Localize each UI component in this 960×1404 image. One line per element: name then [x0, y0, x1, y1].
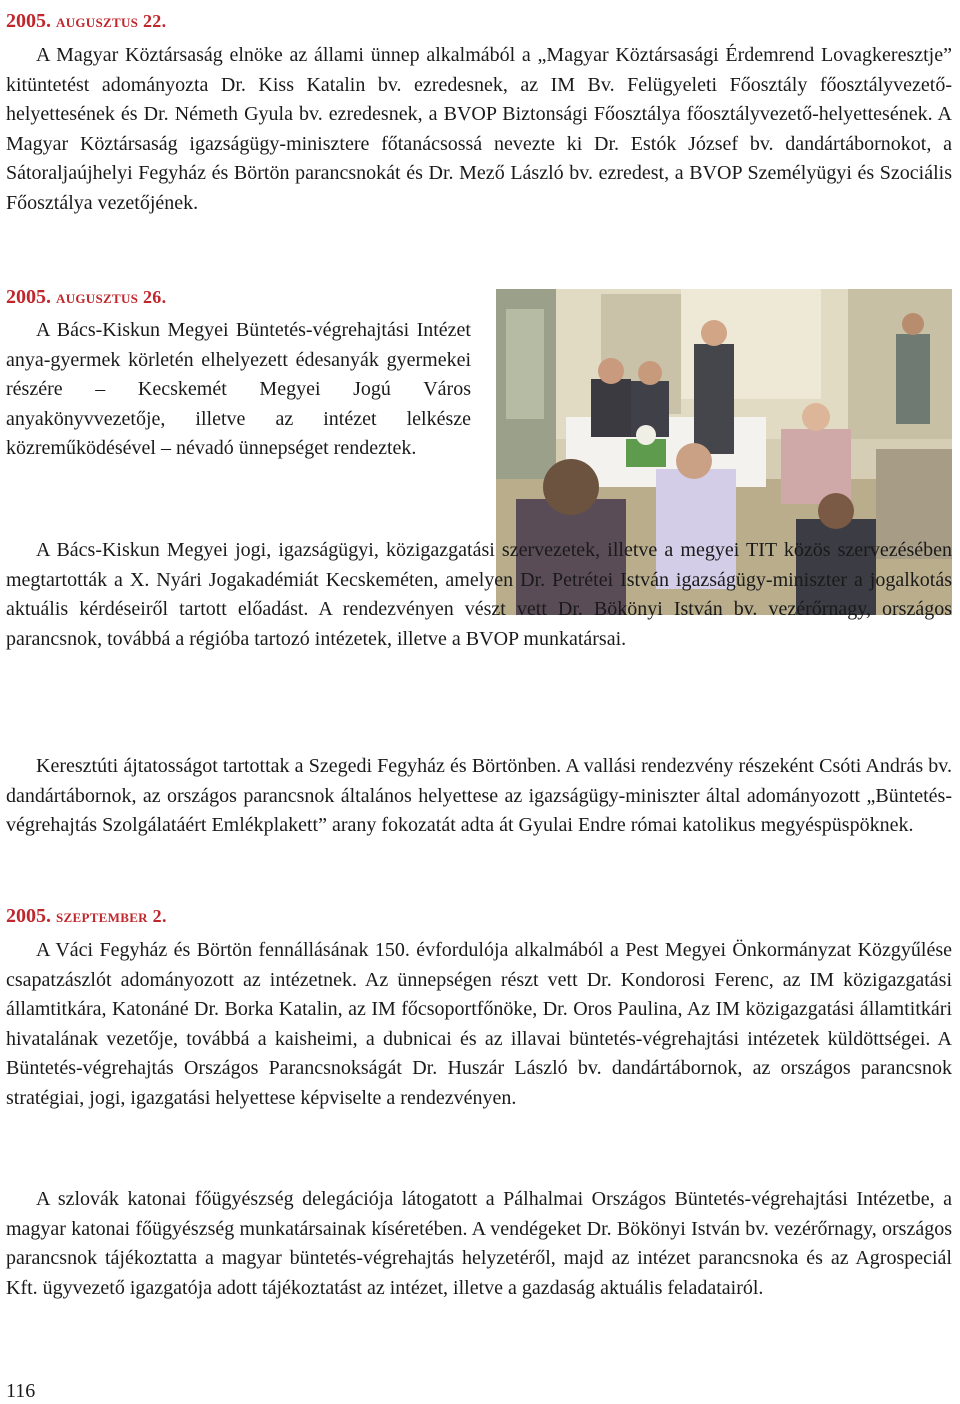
paragraph: A Váci Fegyház és Börtön fennállásának 150. évfordulója alkalmából a Pest Megyei Önkormányzat Közgyűlése csapatzászlót adományozott az intézetnek. Az ünnepségen részt vett Dr. Kondorosi Ferenc, az IM közigazgatási államtitkára, Katonáné Dr. Borka Katalin, az IM főcsoportfőnöke, Dr. Oros Paulina, Az IM közigazgatási államtitkári hivatalának vezetője, továbbá a kaisheimi, a dubnicai és az illavai büntetés-végrehajtási intézetek küldöttségei. A Büntetés-végrehajtás Országos Parancsnokságát Dr. Huszár László bv. dandártábornok, az országos parancsnok stratégiai, jogi, igazgatási helyettese képviselte a rendezvényen. [6, 939, 952, 1109]
paragraph: A szlovák katonai főügyészség delegációja látogatott a Pálhalmai Országos Büntetés-végrehajtási Intézetbe, a magyar katonai főügyészség munkatársainak kíséretében. A vendégeket Dr. Bökönyi István bv. vezérőrnagy, országos parancsnok tájékoztatta a magyar büntetés-végrehajtás helyzetéről, majd az intézet parancsnoka és az Agrospeciál Kft. ügyvezető igazgatója adott tájékoztatást az intézet, illetve a gazdaság aktuális feladatairól. [6, 1188, 952, 1299]
date-month: augusztus 22. [56, 11, 167, 31]
page-number: 116 [6, 1380, 36, 1402]
paragraph: A Bács-Kiskun Megyei jogi, igazságügyi, közigazgatási szervezetek, illetve a megyei TIT közös szervezésében megtartották a X. Nyári Jogakadémiát Kecskeméten, amelyen Dr. Petrétei István igazságügy-miniszter a jogalkotás aktuális kérdéseiről tartott előadást. A rendezvényen vészt vett Dr. Bökönyi István bv. vezérőrnagy, országos parancsnok, továbbá a régióba tartozó intézetek, illetve a BVOP munkatársai. [6, 539, 952, 650]
paragraph: A Bács-Kiskun Megyei Büntetés-végrehajtási Intézet anya-gyermek körletén elhelyezett édesanyák gyermekei részére – Kecskemét Megyei Jogú Város anyakönyvvezetője, illetve az intézet lelkésze közreműködésével – névadó ünnepséget rendeztek. [6, 319, 471, 460]
date-heading [6, 283, 166, 311]
date-heading [6, 902, 167, 930]
paragraph: A Magyar Köztársaság elnöke az állami ünnep alkalmából a „Magyar Köztársasági Érdemrend Lovagkeresztje” kitüntetést adományozta Dr. Kiss Katalin bv. ezredesnek, az IM Bv. Felügyeleti Főosztály főosztályvezető-helyettesének és Dr. Németh Gyula bv. ezredesnek, a BVOP Biztonsági Főosztálya főosztályvezető-helyettesének. A Magyar Köztársaság igazságügy-minisztere főtanácsossá nevezte ki Dr. Estók József bv. dandártábornokot, a Sátoraljaújhelyi Fegyház és Börtön parancsnokát és Dr. Mező László bv. ezredest, a BVOP Személyügyi és Szociális Főosztálya vezetőjének. [6, 44, 952, 214]
date-year: 2005. [6, 10, 51, 32]
date-heading [6, 7, 166, 35]
date-year: 2005. [6, 286, 51, 308]
date-month: szeptember 2. [56, 906, 167, 926]
date-year: 2005. [6, 905, 51, 927]
date-month: augusztus 26. [56, 287, 167, 307]
paragraph: Keresztúti ájtatosságot tartottak a Szegedi Fegyház és Börtönben. A vallási rendezvény részeként Csóti András bv. dandártábornok, az országos parancsnok általános helyettese az igazságügy-miniszter által adományozott „Büntetés-végrehajtás Szolgálatáért Emlékplakett” arany fokozatát adta át Gyulai Endre római katolikus megyéspüspöknek. [6, 755, 952, 837]
